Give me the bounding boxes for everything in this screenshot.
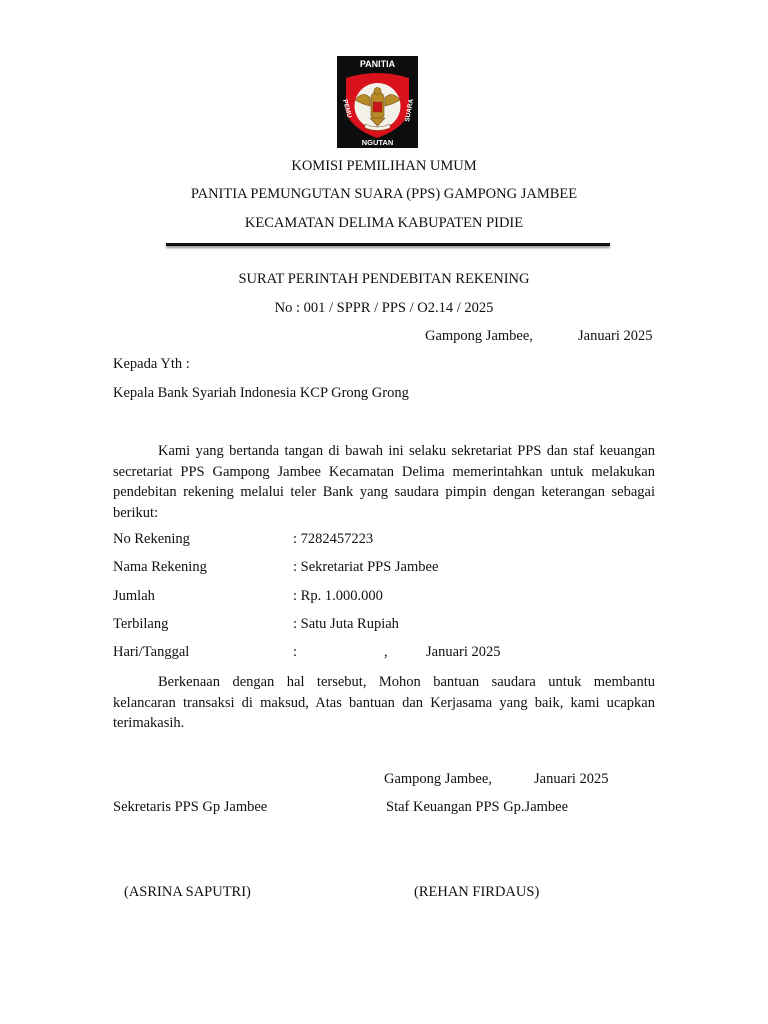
recipient: Kepala Bank Syariah Indonesia KCP Grong Grong	[113, 385, 409, 401]
logo-text-left: PEMU	[341, 98, 353, 119]
letter-date: Januari 2025	[578, 328, 653, 344]
detail-label: Terbilang	[113, 616, 169, 632]
detail-label: No Rekening	[113, 531, 190, 547]
body-line: berikut:	[113, 504, 159, 521]
header-divider	[166, 243, 610, 246]
logo-text-top: PANITIA	[359, 59, 396, 69]
logo-text-right: SUARA	[404, 98, 415, 123]
hari-tanggal-colon: :	[293, 644, 298, 660]
signature-place: Gampong Jambee,	[384, 771, 492, 787]
closing-line: kelancaran transaksi di maksud, Atas bantuan dan Kerjasama yang baik, kami ucapkan	[113, 694, 655, 711]
signature-right-title: Staf Keuangan PPS Gp.Jambee	[386, 799, 569, 815]
hari-tanggal-comma: ,	[384, 644, 388, 660]
letter-number: No : 001 / SPPR / PPS / O2.14 / 2025	[274, 300, 494, 316]
signature-right-name: (REHAN FIRDAUS)	[414, 884, 540, 900]
hari-tanggal-label: Hari/Tanggal	[113, 644, 190, 660]
header-line-1: KOMISI PEMILIHAN UMUM	[291, 158, 477, 174]
detail-label: Jumlah	[113, 588, 155, 604]
kpu-logo	[337, 56, 418, 148]
detail-value: : Sekretariat PPS Jambee	[293, 559, 439, 575]
signature-left-name: (ASRINA SAPUTRI)	[124, 884, 251, 900]
body-line: Kami yang bertanda tangan di bawah ini selaku sekretariat PPS dan staf keuangan	[158, 443, 655, 459]
logo-text-bottom: NGUTAN	[361, 138, 394, 147]
closing-paragraph	[113, 672, 655, 734]
signature-date: Januari 2025	[534, 771, 609, 787]
letter-place: Gampong Jambee,	[425, 328, 533, 344]
closing-line: Berkenaan dengan hal tersebut, Mohon bantuan saudara untuk membantu	[158, 674, 655, 690]
body-paragraph	[113, 441, 655, 523]
body-line: pendebitan rekening melalui teler Bank yang saudara pimpin dengan keterangan sebagai	[113, 484, 655, 500]
detail-label: Nama Rekening	[113, 559, 207, 575]
header-line-3: KECAMATAN DELIMA KABUPATEN PIDIE	[244, 215, 524, 231]
detail-value: : Rp. 1.000.000	[293, 588, 383, 604]
hari-tanggal-date: Januari 2025	[426, 644, 501, 660]
to-label: Kepada Yth :	[113, 356, 190, 372]
letter-title: SURAT PERINTAH PENDEBITAN REKENING	[238, 271, 530, 287]
body-line: secretariat PPS Gampong Jambee Kecamatan Delima memerintahkan untuk melakukan	[113, 463, 655, 480]
header-line-2: PANITIA PEMUNGUTAN SUARA (PPS) GAMPONG JAMBEE	[190, 186, 578, 202]
detail-value: : Satu Juta Rupiah	[293, 616, 399, 632]
closing-line: terimakasih.	[113, 715, 185, 731]
signature-left-title: Sekretaris PPS Gp Jambee	[113, 799, 268, 815]
detail-value: : 7282457223	[293, 531, 374, 547]
